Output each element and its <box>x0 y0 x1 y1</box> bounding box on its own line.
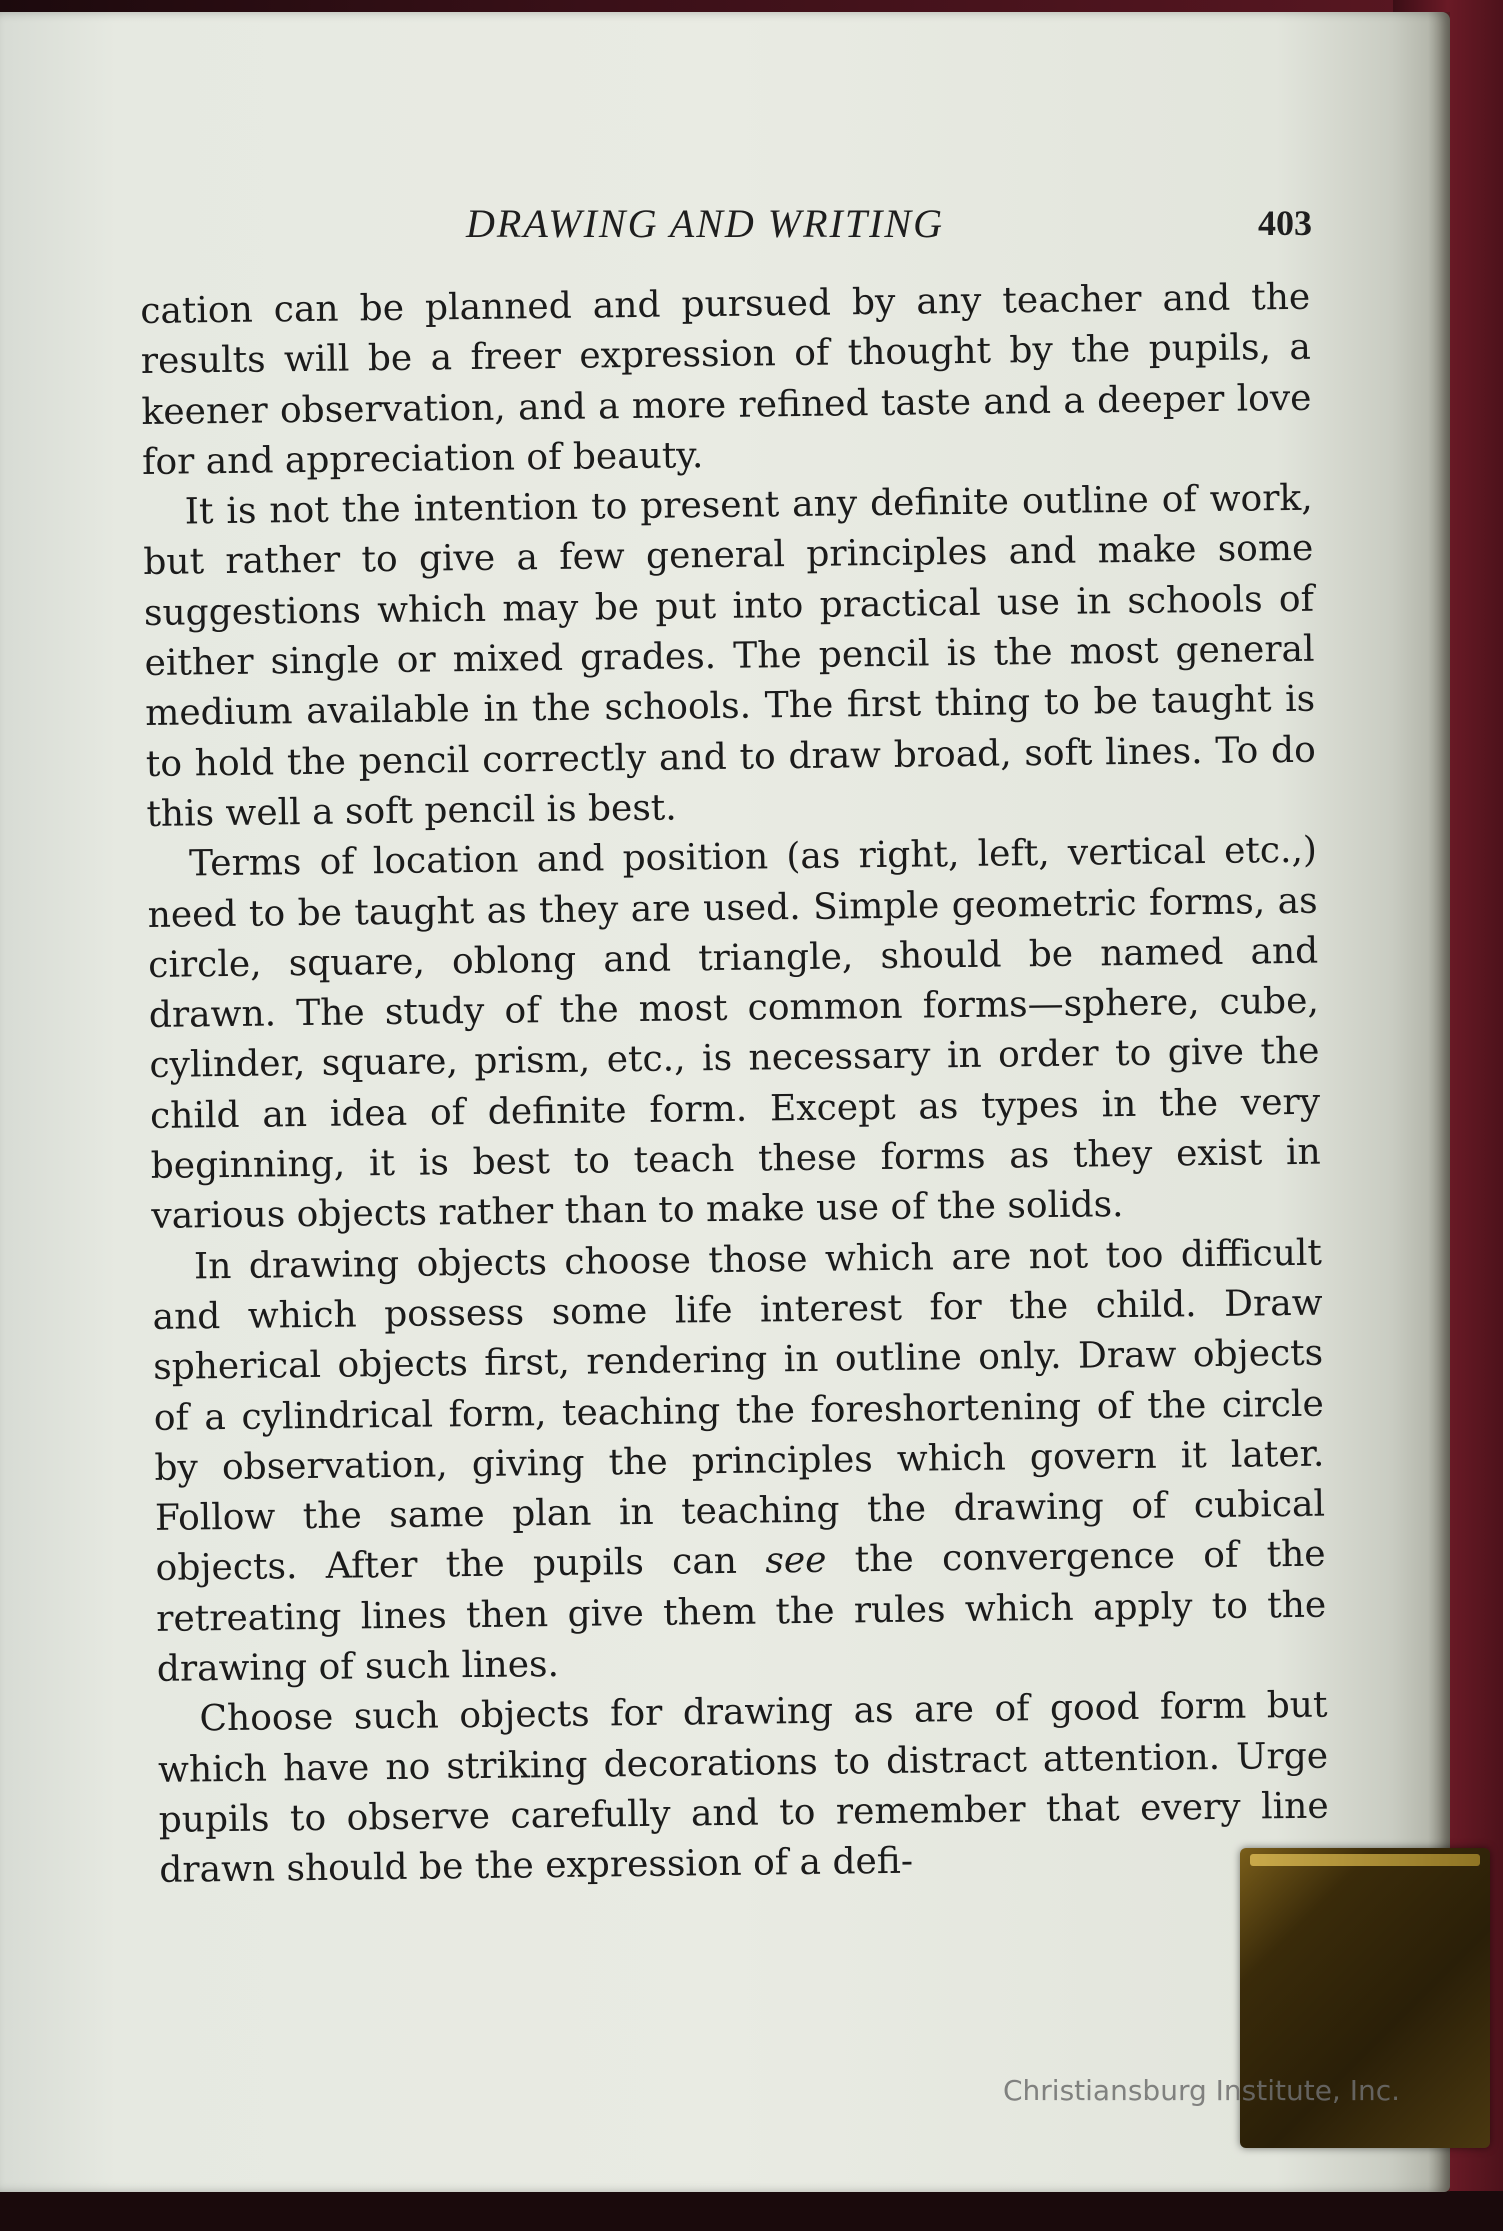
bookmark-lip <box>1250 1854 1480 1866</box>
body-text <box>140 273 1330 1897</box>
paragraph-choose-objects: Choose such objects for drawing as are of good form but which have no striking decorations to distract attention. Urge pupils to observe carefully and to remember that every line drawn should be the expression of a defi- <box>157 1684 1329 1892</box>
page-header <box>0 190 1450 250</box>
page-number: 403 <box>1258 203 1312 243</box>
paragraph-drawing-objects <box>152 1228 1327 1695</box>
paragraph-drawing-objects-start: In drawing objects choose those which are not too difficult and which possess some life interest for the child. Draw spherical objects first, rendering in outline only. Draw objects of a cylindrical form, teaching the foreshortening of the circle by observation, giving the principles which govern it later. Follow the same plan in teaching the drawing of cubical objects. After the pupils can <box>152 1232 1326 1590</box>
book-page <box>0 12 1450 2192</box>
paragraph-terms: Terms of location and position (as right, left, vertical etc.,) need to be taught as they are used. Simple geometric forms, as circle, square, oblong and triangle, should be named and drawn. The study of the most common forms—sphere, cube, cylinder, square, prism, etc., is necessary in order to give the child an idea of definite form. Except as types in the very beginning, it is best to teach these forms as they exist in various objects rather than to make use of the solids. <box>147 829 1321 1238</box>
paragraph-continuation: cation can be planned and pursued by any teacher and the results will be a freer expression of thought by the pupils, a keener observation, and a more refined taste and a deeper love for and appreciation of beauty. <box>140 276 1312 483</box>
paragraph-drawing-objects-end: the convergence of the retreating lines then give them the rules which apply to the drawing of such lines. <box>156 1534 1327 1690</box>
paragraph-principles: It is not the intention to present any definite outline of work, but rather to give a few general principles and make some suggestions which may be put into practical use in schools of either single or mixed grades. The pencil is the most general medium available in the schools. The first thing to be taught is to hold the pencil correctly and to draw broad, soft lines. To do this well a soft pencil is best. <box>143 477 1316 835</box>
running-head: DRAWING AND WRITING <box>466 201 944 246</box>
emphasis-see: see <box>765 1540 827 1582</box>
watermark: Christiansburg Institute, Inc. <box>1003 2074 1401 2107</box>
book-cover-bottom <box>0 2191 1503 2231</box>
